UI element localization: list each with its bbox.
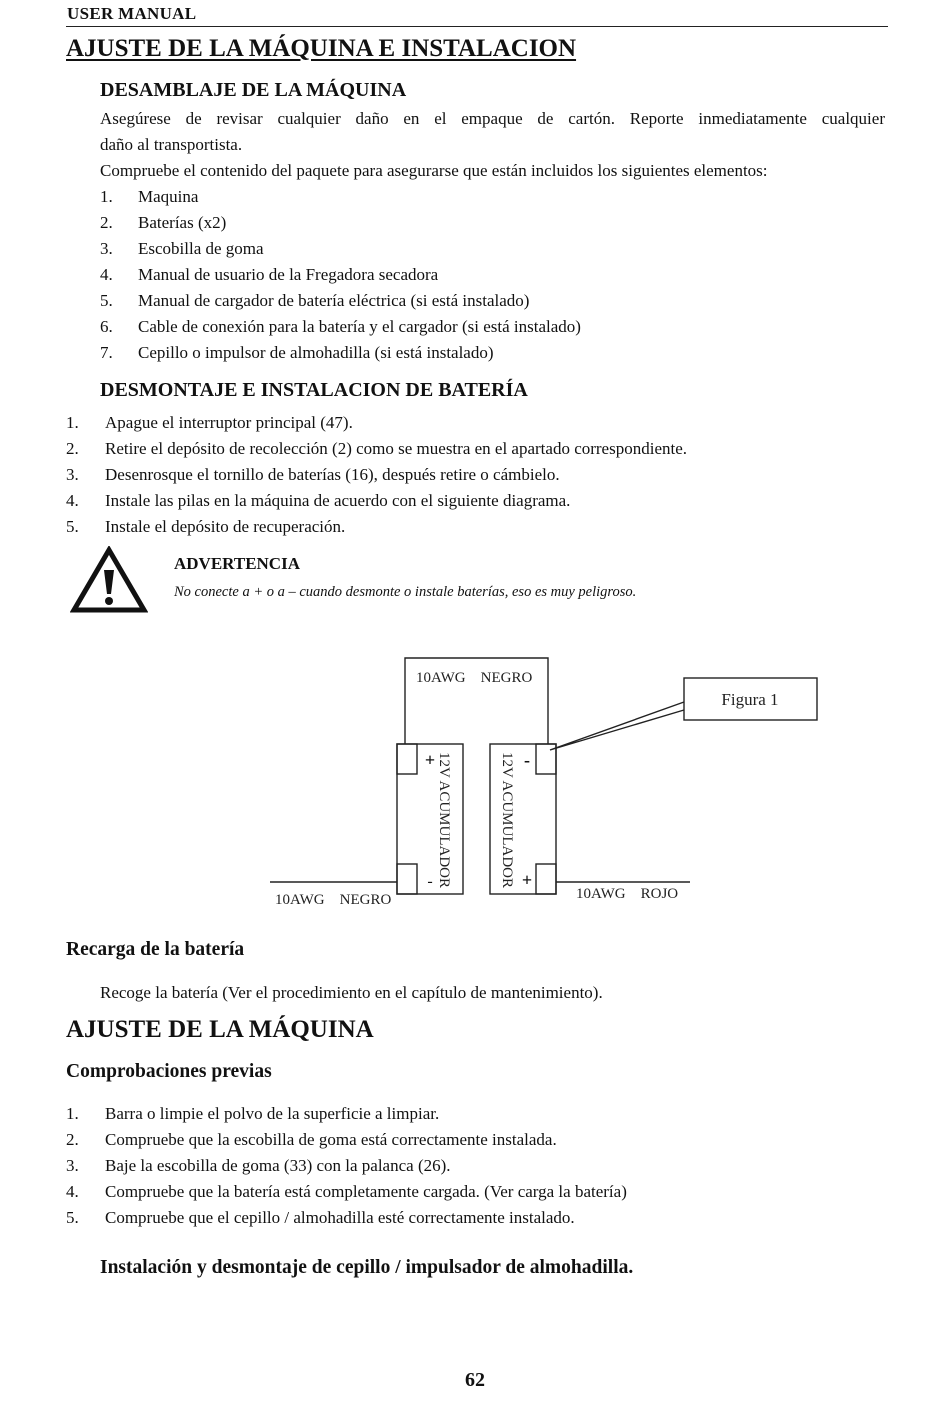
warning-text: No conecte a + o a – cuando desmonte o instale baterías, eso es muy peligroso.	[174, 584, 637, 600]
unpack-para1-line1: Asegúrese de revisar cualquier daño en el empaque de cartón. Reporte inmediatamente cualquier	[100, 109, 885, 128]
adjust-title: AJUSTE DE LA MÁQUINA	[66, 1016, 374, 1043]
list-item: 4. Instale las pilas en la máquina de acuerdo con el siguiente diagrama.	[66, 491, 571, 510]
battery-heading: DESMONTAJE E INSTALACION DE BATERÍA	[100, 379, 528, 401]
contents-list	[100, 184, 860, 366]
unpack-para1-line2: daño al transportista.	[100, 135, 243, 154]
page-number: 62	[465, 1369, 485, 1391]
figure-callout-pointer	[550, 702, 684, 750]
list-item: 3. Baje la escobilla de goma (33) con la palanca (26).	[66, 1156, 451, 1175]
left-battery-plus: +	[424, 750, 436, 770]
right-battery-label: 12V ACUMULADOR	[499, 752, 515, 888]
recharge-text: Recoge la batería (Ver el procedimiento en el capítulo de mantenimiento).	[100, 983, 603, 1002]
battery-steps-list	[66, 410, 866, 540]
adjust-steps-list	[66, 1101, 866, 1231]
list-item: 6. Cable de conexión para la batería y el cargador (si está instalado)	[100, 317, 581, 336]
warning-title: ADVERTENCIA	[174, 554, 300, 573]
figure-callout-text: Figura 1	[721, 690, 779, 709]
warning-triangle-icon	[70, 546, 148, 614]
right-cable-label: 10AWG ROJO	[576, 886, 679, 902]
list-item: 1. Apague el interruptor principal (47).	[66, 413, 353, 432]
list-item: 1. Barra o limpie el polvo de la superficie a limpiar.	[66, 1104, 440, 1123]
list-item: 3. Escobilla de goma	[100, 239, 264, 258]
left-battery-minus: -	[427, 873, 433, 890]
brush-heading: Instalación y desmontaje de cepillo / impulsador de almohadilla.	[100, 1257, 634, 1278]
right-battery-minus: -	[524, 750, 530, 770]
list-item: 2. Compruebe que la escobilla de goma está correctamente instalada.	[66, 1130, 557, 1149]
left-cable-label: 10AWG NEGRO	[275, 892, 392, 908]
right-battery-plus: +	[521, 870, 533, 890]
list-item: 4. Compruebe que la batería está completamente cargada. (Ver carga la batería)	[66, 1182, 627, 1201]
list-item: 2. Baterías (x2)	[100, 213, 227, 232]
list-item: 4. Manual de usuario de la Fregadora secadora	[100, 265, 439, 284]
header-label: USER MANUAL	[67, 4, 197, 23]
recharge-heading: Recarga de la batería	[66, 939, 245, 960]
left-battery-label: 12V ACUMULADOR	[436, 752, 452, 888]
list-item: 7. Cepillo o impulsor de almohadilla (si está instalado)	[100, 343, 494, 362]
list-item: 5. Manual de cargador de batería eléctrica (si está instalado)	[100, 291, 530, 310]
header-rule	[66, 26, 888, 27]
list-item: 1. Maquina	[100, 187, 199, 206]
list-item: 2. Retire el depósito de recolección (2) como se muestra en el apartado correspondiente.	[66, 439, 688, 458]
list-item: 5. Instale el depósito de recuperación.	[66, 517, 346, 536]
unpack-para2: Compruebe el contenido del paquete para asegurarse que están incluidos los siguientes elementos:	[100, 161, 768, 180]
list-item: 5. Compruebe que el cepillo / almohadilla esté correctamente instalado.	[66, 1208, 575, 1227]
page-title: AJUSTE DE LA MÁQUINA E INSTALACION	[66, 35, 577, 62]
unpack-heading: DESAMBLAJE DE LA MÁQUINA	[100, 79, 407, 101]
battery-wiring-diagram	[0, 640, 950, 930]
adjust-heading: Comprobaciones previas	[66, 1061, 272, 1082]
list-item: 3. Desenrosque el tornillo de baterías (16), después retire o cámbielo.	[66, 465, 560, 484]
top-cable-label: 10AWG NEGRO	[416, 670, 533, 686]
